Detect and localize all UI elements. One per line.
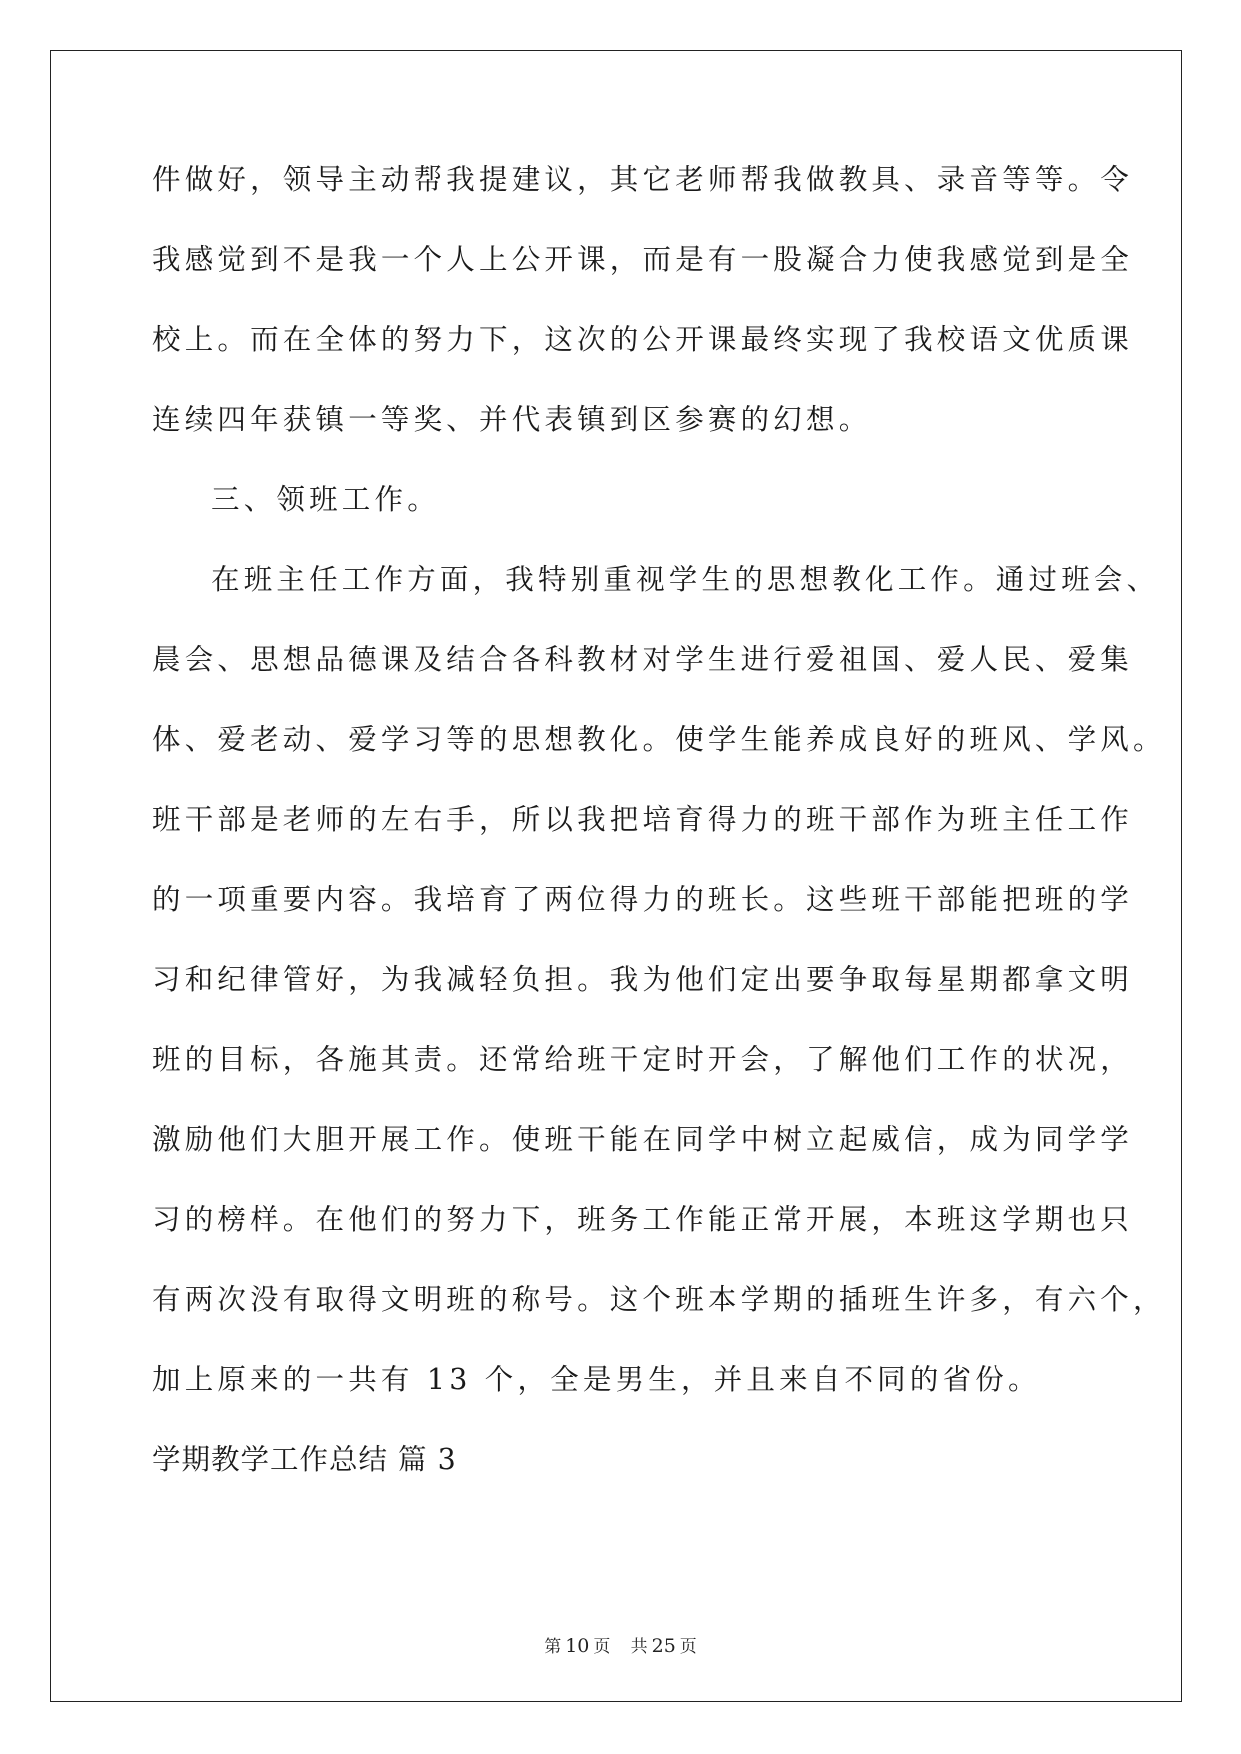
page-footer bbox=[0, 1632, 1241, 1657]
text-line: 班的目标，各施其责。还常给班干定时开会，了解他们工作的状况， bbox=[152, 1043, 1134, 1076]
text-line: 体、爱老动、爱学习等的思想教化。使学生能养成良好的班风、学风。 bbox=[152, 723, 1166, 756]
footer-total-prefix: 共 bbox=[630, 1637, 648, 1657]
total-pages: 25 bbox=[651, 1635, 676, 1657]
text-line: 加上原来的一共有 13 个，全是男生，并且来自不同的省份。 bbox=[152, 1363, 1041, 1396]
text-line: 校上。而在全体的努力下，这次的公开课最终实现了我校语文优质课 bbox=[152, 323, 1134, 356]
text-line: 习的榜样。在他们的努力下，班务工作能正常开展，本班这学期也只 bbox=[152, 1203, 1134, 1236]
text-line: 件做好，领导主动帮我提建议，其它老师帮我做教具、录音等等。令 bbox=[152, 163, 1134, 196]
text-line: 连续四年获镇一等奖、并代表镇到区参赛的幻想。 bbox=[152, 403, 872, 436]
text-line: 晨会、思想品德课及结合各科教材对学生进行爱祖国、爱人民、爱集 bbox=[152, 643, 1134, 676]
article-heading: 学期教学工作总结 篇 3 bbox=[152, 1443, 457, 1476]
text-line: 激励他们大胆开展工作。使班干能在同学中树立起威信，成为同学学 bbox=[152, 1123, 1134, 1156]
section-heading: 三、领班工作。 bbox=[211, 483, 440, 516]
text-line: 习和纪律管好，为我减轻负担。我为他们定出要争取每星期都拿文明 bbox=[152, 963, 1134, 996]
footer-page-unit: 页 bbox=[593, 1637, 611, 1657]
text-line: 有两次没有取得文明班的称号。这个班本学期的插班生许多，有六个， bbox=[152, 1283, 1166, 1316]
text-line: 我感觉到不是我一个人上公开课，而是有一股凝合力使我感觉到是全 bbox=[152, 243, 1134, 276]
text-line: 在班主任工作方面，我特别重视学生的思想教化工作。通过班会、 bbox=[211, 563, 1160, 596]
footer-prefix: 第 bbox=[544, 1637, 562, 1657]
page-number: 10 bbox=[565, 1635, 590, 1657]
footer-total-unit: 页 bbox=[679, 1637, 697, 1657]
text-line: 班干部是老师的左右手，所以我把培育得力的班干部作为班主任工作 bbox=[152, 803, 1134, 836]
text-line: 的一项重要内容。我培育了两位得力的班长。这些班干部能把班的学 bbox=[152, 883, 1134, 916]
document-body bbox=[152, 160, 1166, 1520]
